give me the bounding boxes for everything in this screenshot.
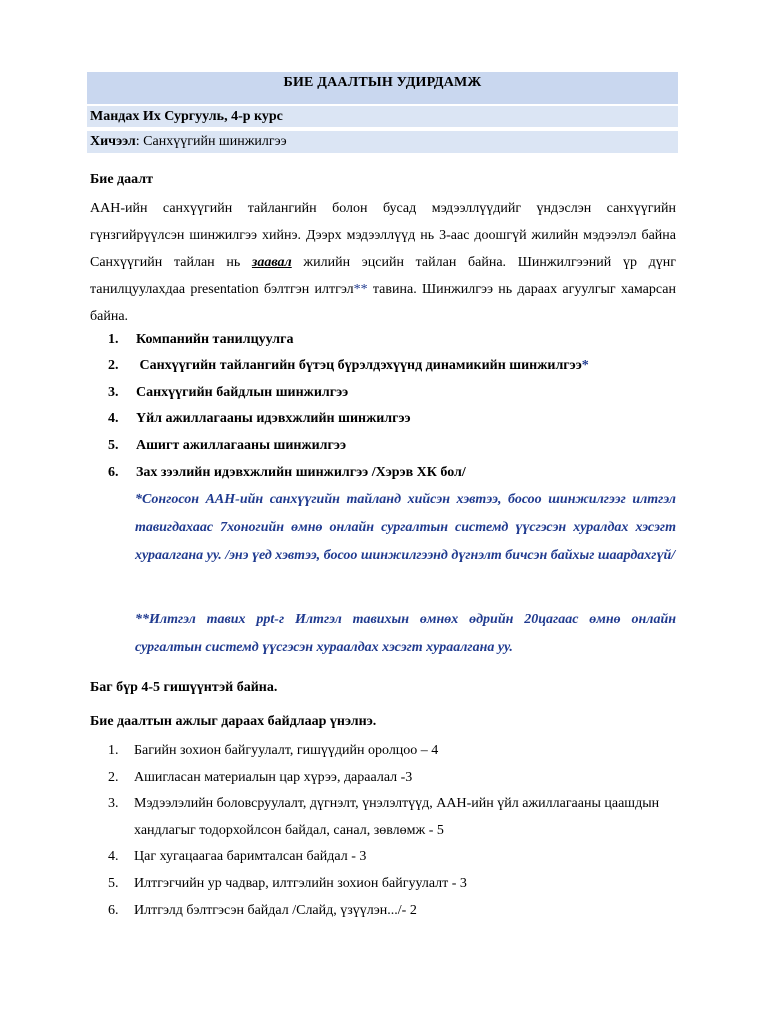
list-item bbox=[108, 358, 589, 374]
grading-heading: Бие даалтын ажлыг дараах байдлаар үнэлнэ. bbox=[90, 714, 377, 729]
topic-text: Зах зээлийн идэвхжлийн шинжилгээ /Хэрэв ХК бол/ bbox=[136, 465, 466, 480]
para-part-c: тавина. Шинжилгээ нь дараах агуулгыг хамарсан байна. bbox=[90, 282, 676, 324]
course-line bbox=[87, 131, 678, 153]
topic-num: 1. bbox=[108, 332, 119, 347]
topic-num: 5. bbox=[108, 438, 119, 453]
document-title: БИЕ ДААЛТЫН УДИРДАМЖ bbox=[87, 72, 678, 104]
criterion-num: 4. bbox=[108, 849, 119, 864]
criterion-text: Цаг хугацаагаа баримталсан байдал - 3 bbox=[134, 849, 367, 864]
university-line: Мандах Их Сургууль, 4-р курс bbox=[87, 106, 678, 127]
list-item bbox=[108, 465, 466, 481]
criterion-num: 1. bbox=[108, 743, 119, 758]
para-part-a: ААН-ийн санхүүгийн тайлангийн болон бусад мэдээллүүдийг үндэслэн санхүүгийн гүнзгийрүүлсэн шинжилгээ хийнэ. Дээрх мэдээллүүд нь 3-аас доошгүй жилийн мэдээлэл байна Санхүүгийн тайлан нь bbox=[90, 201, 676, 270]
para-stars: ** bbox=[353, 282, 368, 297]
criterion-text: Илтгэлд бэлтгэсэн байдал /Слайд, үзүүлэн.../- 2 bbox=[134, 903, 417, 918]
course-value: : Санхүүгийн шинжилгээ bbox=[135, 134, 287, 149]
list-item bbox=[108, 385, 348, 401]
list-item bbox=[108, 411, 411, 427]
assignment-heading: Бие даалт bbox=[90, 172, 153, 187]
list-item bbox=[108, 332, 294, 348]
topic-text: Үйл ажиллагааны идэвхжлийн шинжилгээ bbox=[136, 411, 411, 426]
criterion-num: 2. bbox=[108, 770, 119, 785]
topic-num: 6. bbox=[108, 465, 119, 480]
topic-mark: * bbox=[581, 358, 589, 373]
topic-num: 3. bbox=[108, 385, 119, 400]
criterion-text: Илтгэгчийн ур чадвар, илтгэлийн зохион байгуулалт - 3 bbox=[134, 876, 467, 891]
criterion-num: 3. bbox=[108, 796, 119, 811]
criterion-text: Багийн зохион байгуулалт, гишүүдийн оролцоо – 4 bbox=[134, 743, 439, 758]
topic-text: Ашигт ажиллагааны шинжилгээ bbox=[136, 438, 346, 453]
criterion-text: Ашигласан материалын цар хүрээ, дараалал -3 bbox=[134, 770, 413, 785]
note-horizontal-vertical-analysis: *Сонгосон ААН-ийн санхүүгийн тайланд хийсэн хэвтээ, босоо шинжилгээг илтгэл тавигдахаас 7хоногийн өмнө онлайн сургалтын системд үүсгэсэн хуралдах хэсэгт хураалгана уу. /энэ үед хэвтээ, босоо шинжилгээнд дүгнэлт бичсэн байхыг шаардахгүй/ bbox=[135, 492, 676, 563]
para-part-b: жилийн эцсийн тайлан байна. Шинжилгээний үр дүнг танилцуулахдаа presentation бэлтгэн илтгэл bbox=[90, 255, 676, 297]
criterion-text: Мэдээлэлийн боловсруулалт, дүгнэлт, үнэлэлтүүд, ААН-ийн үйл ажиллагааны цаашдын хандлагыг тодорхойлсон байдал, санал, зөвлөмж - 5 bbox=[134, 796, 660, 838]
course-label: Хичээл bbox=[90, 134, 136, 149]
criterion-num: 6. bbox=[108, 903, 119, 918]
topic-text: Санхүүгийн тайлангийн бүтэц бүрэлдэхүүнд динамикийн шинжилгээ bbox=[136, 358, 582, 373]
topic-num: 4. bbox=[108, 411, 119, 426]
para-emphasis: заавал bbox=[251, 255, 292, 270]
team-size-text: Баг бүр 4-5 гишүүнтэй байна. bbox=[90, 680, 278, 695]
criterion-num: 5. bbox=[108, 876, 119, 891]
topic-text: Санхүүгийн байдлын шинжилгээ bbox=[136, 385, 349, 400]
topic-text: Компанийн танилцуулга bbox=[136, 332, 294, 347]
note-presentation-upload: **Илтгэл тавих ppt-г Илтгэл тавихын өмнөх өдрийн 20цагаас өмнө онлайн сургалтын системд үүсгэсэн хураалдах хэсэгт хураалгана уу. bbox=[135, 612, 676, 655]
list-item bbox=[108, 438, 346, 454]
assignment-paragraph bbox=[90, 195, 676, 330]
topic-num: 2. bbox=[108, 358, 119, 373]
